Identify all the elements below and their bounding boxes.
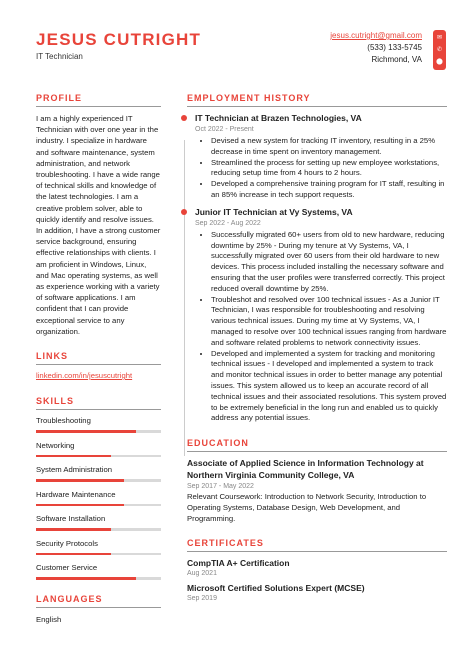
skill-item	[36, 563, 161, 580]
location-text: Richmond, VA	[371, 55, 422, 64]
job-title: Junior IT Technician at Vy Systems, VA	[195, 206, 353, 217]
skill-bar-fill	[36, 504, 124, 507]
job-bullets	[187, 230, 447, 424]
skill-name: Security Protocols	[36, 538, 98, 548]
links-heading: LINKS	[36, 351, 161, 365]
phone-number: (533) 133-5745	[367, 43, 422, 52]
candidate-name: JESUS CUTRIGHT	[36, 30, 202, 49]
job-date: Oct 2022 - Present	[195, 126, 254, 133]
certificates-heading: CERTIFICATES	[187, 538, 447, 552]
job-entry	[187, 207, 447, 424]
skill-item	[36, 514, 161, 531]
resume-header	[36, 30, 446, 90]
job-bullet: • Developed and implemented a system for tracking and monitoring technical issues - I developed and implemented a system to track and monitor technical issues in order to better manage any potential issues. This system allowed us to keep an accurate record of all technical issues and their associated resolutions. This system proved to be extremely beneficial in the long run and enabled us to quickly address any potential issues.	[211, 349, 447, 425]
job-bullet: • Troubleshot and resolved over 100 technical issues - As a Junior IT Technician, I was responsible for troubleshooting and resolving various technical issues. During my time at Vy Systems, VA, I managed to resolve over 100 technical issues ranging from hardware and software related problems to network connectivity issues.	[211, 295, 447, 349]
certificate-item	[187, 558, 447, 577]
timeline-line	[184, 140, 185, 456]
job-date: Sep 2022 - Aug 2022	[195, 219, 261, 227]
certificate-title: CompTIA A+ Certification	[187, 557, 290, 568]
skills-heading: SKILLS	[36, 396, 161, 410]
skill-bar	[36, 479, 161, 482]
skill-name: Customer Service	[36, 563, 98, 573]
contact-info	[330, 30, 422, 66]
education-date: Sep 2017 - May 2022	[187, 483, 254, 491]
timeline-dot	[181, 115, 187, 121]
skill-bar-fill	[36, 430, 136, 433]
skill-bar	[36, 430, 161, 433]
skill-item	[36, 539, 161, 556]
skill-bar-fill	[36, 455, 111, 458]
education-heading: EDUCATION	[187, 438, 447, 452]
employment-heading: EMPLOYMENT HISTORY	[187, 93, 447, 107]
skill-bar	[36, 528, 161, 531]
linkedin-link[interactable]: linkedin.com/in/jesuscutright	[36, 371, 133, 381]
skill-bar-fill	[36, 577, 136, 580]
skill-name: Software Installation	[36, 514, 106, 524]
email-link[interactable]: jesus.cutright@gmail.com	[330, 31, 422, 40]
skill-item	[36, 490, 161, 507]
job-bullet: • Streamlined the process for setting up new employee workstations, reducing setup time from 4 hours to 2 hours.	[211, 158, 447, 180]
skill-item	[36, 441, 161, 458]
timeline-dot	[181, 209, 187, 215]
contact-icon-bar	[433, 30, 446, 70]
skill-item	[36, 416, 161, 433]
skill-bar	[36, 553, 161, 556]
job-bullet: • Successfully migrated 60+ users from old to new hardware, reducing downtime by 25% - During my tenure at Vy Systems, VA, I successfully migrated over 60 users from their old hardware to new devices. This process included installing the necessary software and ensuring that the user profiles were transferred correctly. This project reduced overall downtime by 25%.	[211, 230, 447, 295]
job-entry	[187, 113, 447, 201]
job-bullet: • Devised a new system for tracking IT inventory, resulting in a 25% decrease in time spent on inventory management.	[211, 136, 447, 158]
skill-name: Networking	[36, 440, 75, 450]
skill-bar-fill	[36, 528, 111, 531]
profile-heading: PROFILE	[36, 93, 161, 107]
language-item: English	[36, 614, 62, 624]
location-icon: ⬤	[436, 58, 443, 65]
skill-item	[36, 465, 161, 482]
certificate-date: Sep 2019	[187, 594, 217, 602]
phone-icon: ✆	[436, 46, 443, 53]
job-bullet: • Developed a comprehensive training program for IT staff, resulting in an 85% increase in tech support requests.	[211, 179, 447, 201]
certificate-title: Microsoft Certified Solutions Expert (MCSE)	[187, 582, 365, 593]
skill-bar	[36, 455, 161, 458]
employment-timeline	[187, 113, 447, 424]
skill-name: Hardware Maintenance	[36, 489, 116, 499]
education-text: Relevant Coursework: Introduction to Network Security, Introduction to Operating Systems, Database Design, Web Development, and Programming.	[187, 492, 427, 523]
skill-bar	[36, 504, 161, 507]
skill-name: Troubleshooting	[36, 416, 91, 426]
skill-bar	[36, 577, 161, 580]
certificate-item	[187, 583, 447, 602]
left-column	[36, 93, 161, 625]
skill-name: System Administration	[36, 465, 113, 475]
email-icon: ✉	[436, 34, 443, 41]
skill-bar-fill	[36, 553, 111, 556]
education-title: Associate of Applied Science in Information Technology at Northern Virginia Community College, VA	[187, 458, 424, 480]
profile-text: I am a highly experienced IT Technician with over one year in the industry. I specialize in hardware and software maintenance, system administration, and network troubleshooting. I have a wide range of technical skills and knowledge of the latest technologies. I am a creative problem solver, able to quickly identify and resolve issues. In addition, I have a strong customer service background, ensuring effective relationships with clients. I am proficient in Windows, Linux, and Mac operating systems, as well as experience working with a variety of software applications. I am confident that I can provide exceptional service to any organization.	[36, 114, 161, 336]
job-bullets	[187, 136, 447, 201]
right-column	[187, 93, 447, 608]
skill-bar-fill	[36, 479, 124, 482]
certificate-date: Aug 2021	[187, 569, 217, 577]
languages-heading: LANGUAGES	[36, 594, 161, 608]
skills-list	[36, 416, 161, 580]
job-title: IT Technician at Brazen Technologies, VA	[195, 113, 362, 123]
candidate-title: IT Technician	[36, 52, 83, 61]
